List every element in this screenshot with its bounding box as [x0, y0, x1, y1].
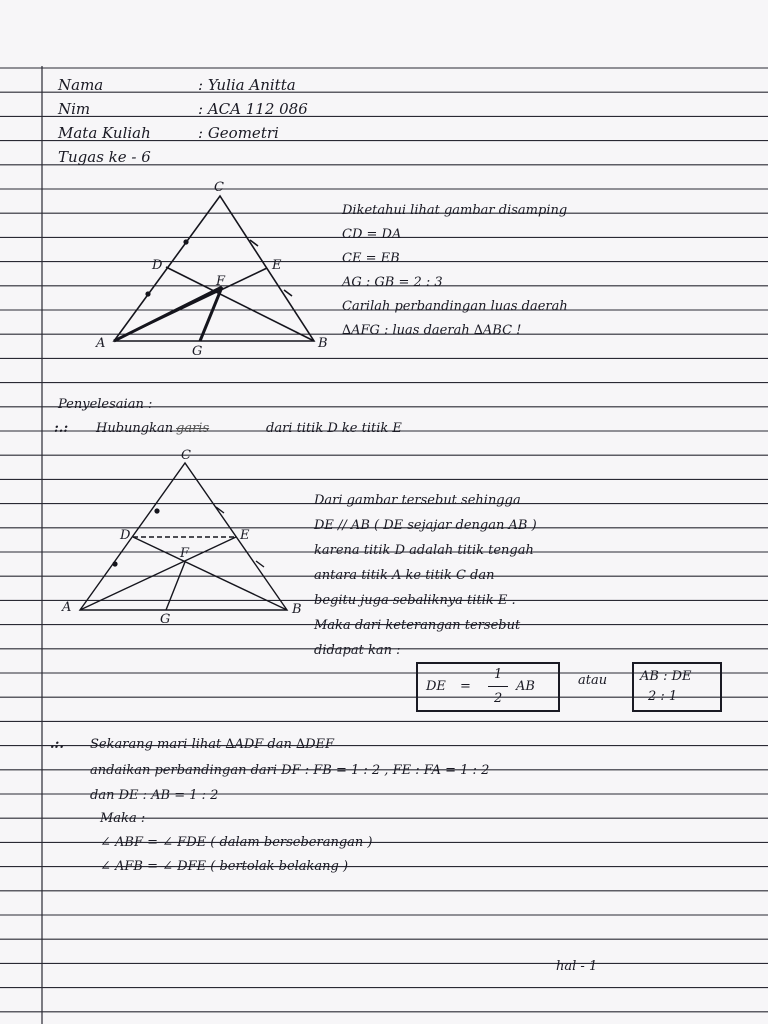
part2-line-5: ∠ ABF = ∠ FDE ( dalam berseberangan ) — [100, 835, 373, 850]
part2-line-2: andaikan perbandingan dari DF : FB = 1 : 2 , FE : FA = 1 : 2 — [90, 763, 490, 778]
step1-text-a: Hubungkan — [96, 421, 174, 436]
solution-para-2: DE // AB ( DE sejajar dengan AB ) — [314, 518, 537, 533]
result-box-fraction — [416, 662, 560, 712]
box2-bottom: 2 : 1 — [648, 689, 678, 704]
nama-value: : Yulia Anitta — [198, 76, 296, 94]
fig2-label-e: E — [240, 528, 250, 543]
part2-line-4: Maka : — [100, 811, 146, 826]
part2-bullet: .:. — [50, 737, 64, 752]
box1-equals: = — [460, 679, 471, 694]
box1-de: DE — [426, 679, 446, 694]
fig1-label-a: A — [96, 336, 106, 351]
problem-line-5: Carilah perbandingan luas daerah — [342, 299, 568, 314]
solution-para-4: antara titik A ke titik C dan — [314, 568, 495, 583]
fig1-label-f: F — [216, 274, 226, 289]
problem-line-6: ∆AFG : luas daerah ∆ABC ! — [342, 323, 522, 338]
fig2-label-d: D — [120, 528, 131, 543]
problem-line-1: Diketahui lihat gambar disamping — [342, 203, 568, 218]
matkul-value: : Geometri — [198, 124, 279, 142]
fig2-label-b: B — [292, 602, 302, 617]
fig1-label-g: G — [192, 344, 203, 359]
fig2-label-g: G — [160, 612, 171, 627]
problem-line-3: CE = EB — [342, 251, 400, 266]
result-box-ratio — [632, 662, 722, 712]
page-number: hal - 1 — [556, 959, 598, 974]
step1-text-b: dari titik D ke titik E — [266, 421, 402, 436]
solution-para-7: didapat kan : — [314, 643, 401, 658]
problem-line-4: AG : GB = 2 : 3 — [342, 275, 443, 290]
part2-line-3: dan DE : AB = 1 : 2 — [90, 788, 219, 803]
box2-top: AB : DE — [640, 669, 692, 684]
solution-para-3: karena titik D adalah titik tengah — [314, 543, 534, 558]
fig1-label-d: D — [152, 258, 163, 273]
tugas-label: Tugas ke - 6 — [58, 148, 151, 166]
box1-numerator: 1 — [494, 667, 503, 682]
fig1-label-e: E — [272, 258, 282, 273]
fig1-label-b: B — [318, 336, 328, 351]
step1-bullet: :.: — [54, 421, 69, 436]
part2-line-6: ∠ AFB = ∠ DFE ( bertolak belakang ) — [100, 859, 349, 874]
solution-para-6: Maka dari keterangan tersebut — [314, 618, 521, 633]
problem-line-2: CD = DA — [342, 227, 402, 242]
atau-text: atau — [578, 673, 608, 688]
part2-line-1: Sekarang mari lihat ∆ADF dan ∆DEF — [90, 737, 335, 752]
solution-para-5: begitu juga sebaliknya titik E . — [314, 593, 516, 608]
fig2-label-a: A — [62, 600, 72, 615]
step1-strike: garis — [176, 421, 210, 436]
box1-ab: AB — [516, 679, 535, 694]
solution-para-1: Dari gambar tersebut sehingga — [314, 493, 521, 508]
fig2-label-f: F — [180, 546, 190, 561]
fig1-label-c: C — [214, 180, 224, 195]
matkul-label: Mata Kuliah — [58, 124, 151, 142]
fig2-label-c: C — [181, 448, 191, 463]
box1-denominator: 2 — [494, 691, 503, 706]
solution-title: Penyelesaian : — [58, 397, 153, 412]
fraction-bar — [488, 686, 508, 687]
nim-value: : ACA 112 086 — [198, 100, 308, 118]
nim-label: Nim — [58, 100, 91, 118]
nama-label: Nama — [58, 76, 104, 94]
